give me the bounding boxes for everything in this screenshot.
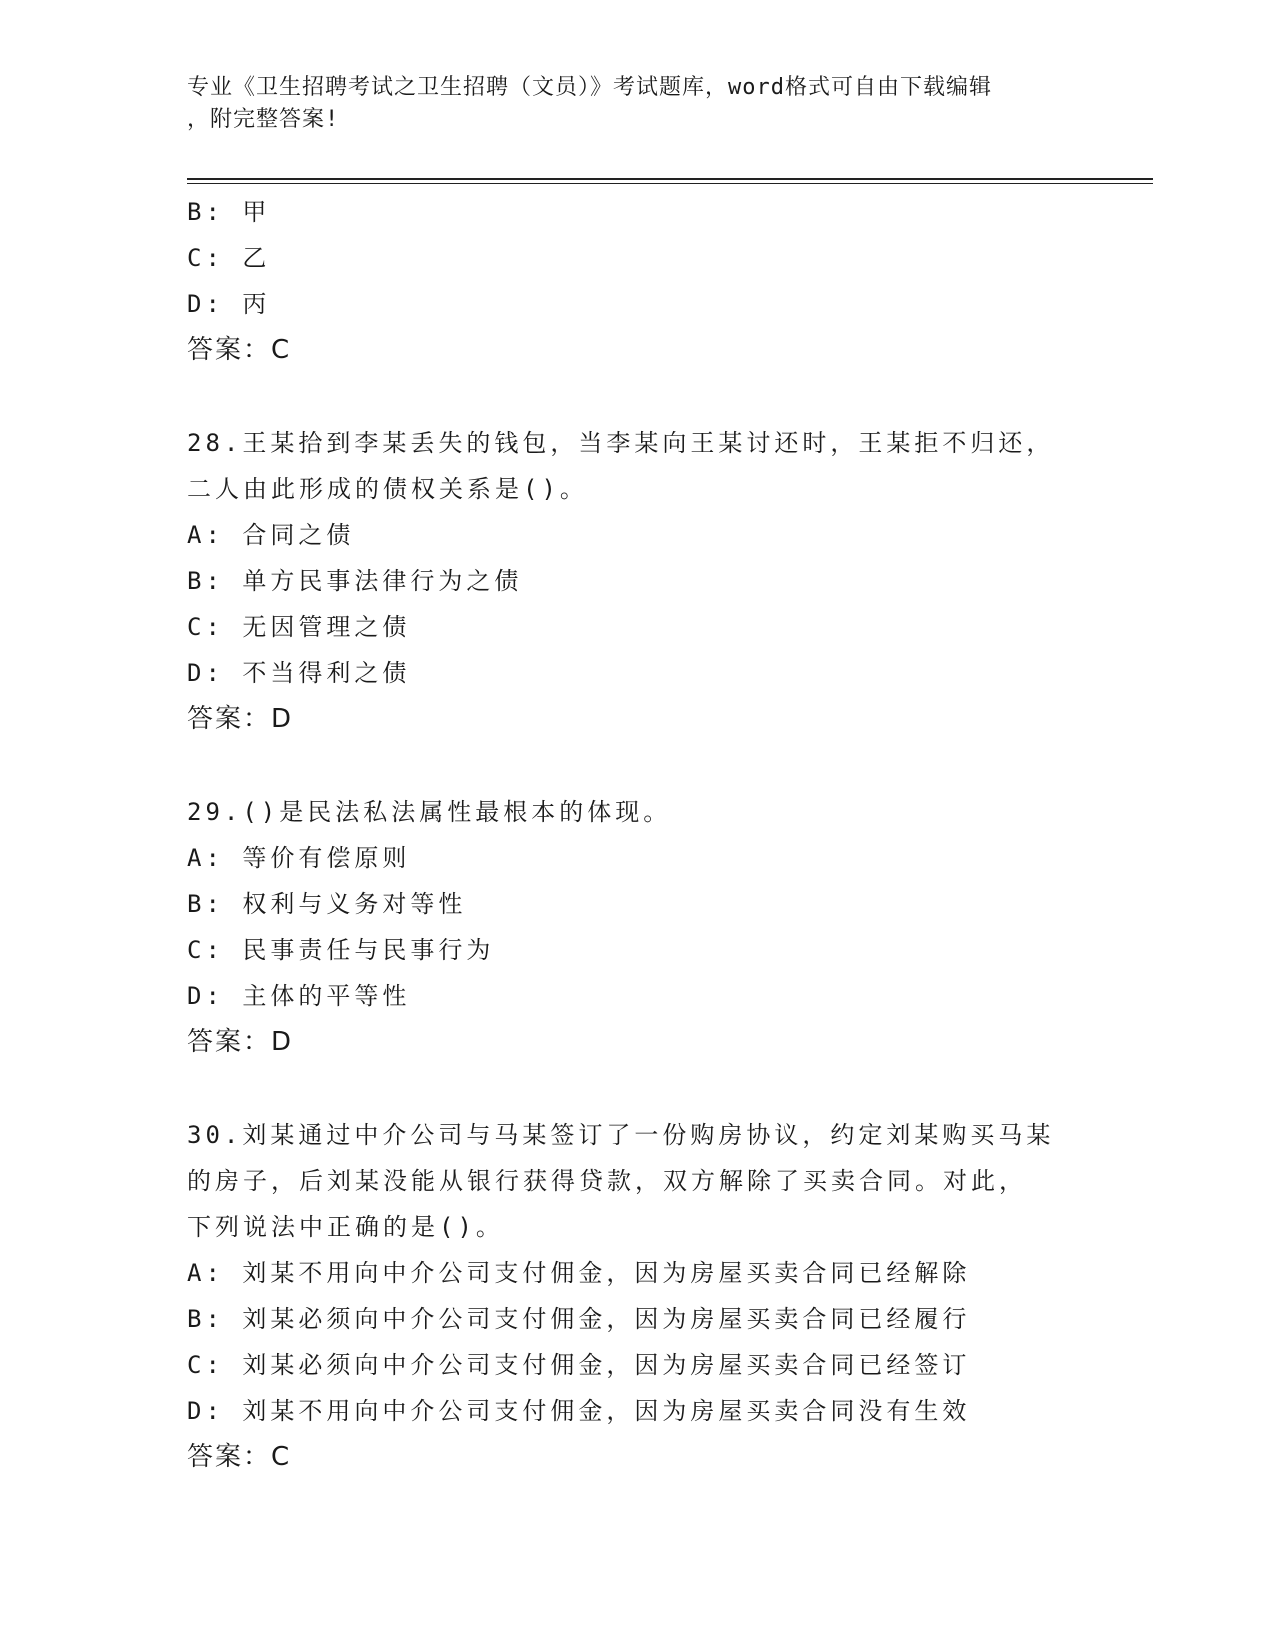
option-d: D: 刘某不用向中介公司支付佣金，因为房屋买卖合同没有生效: [187, 1397, 971, 1425]
question-text-line: 二人由此形成的债权关系是()。: [187, 475, 588, 503]
question-text-line: 28.王某拾到李某丢失的钱包，当李某向王某讨还时，王某拒不归还，: [187, 429, 1055, 457]
answer-line: 答案：C: [187, 1442, 292, 1472]
question-30: [187, 1112, 1087, 1480]
option-c: C: 刘某必须向中介公司支付佣金，因为房屋买卖合同已经签订: [187, 1351, 971, 1379]
option-c: C: 无因管理之债: [187, 613, 411, 641]
question-text-line: 的房子，后刘某没能从银行获得贷款，双方解除了买卖合同。对此，: [187, 1167, 1027, 1195]
option-d: D: 不当得利之债: [187, 659, 411, 687]
option-b: B: 刘某必须向中介公司支付佣金，因为房屋买卖合同已经履行: [187, 1305, 971, 1333]
previous-question-options: [187, 189, 1087, 373]
document-header: [187, 72, 1087, 136]
question-29: [187, 789, 1087, 1065]
header-divider-thick: [187, 178, 1153, 180]
option-c: C: 民事责任与民事行为: [187, 936, 495, 964]
option-a: A: 合同之债: [187, 521, 355, 549]
answer-line: 答案：D: [187, 1027, 294, 1057]
question-text-line: 下列说法中正确的是()。: [187, 1213, 504, 1241]
option-d: D: 主体的平等性: [187, 982, 411, 1010]
question-text-line: 29.()是民法私法属性最根本的体现。: [187, 798, 672, 826]
option-a: A: 等价有偿原则: [187, 844, 411, 872]
question-list: [187, 189, 1087, 1480]
option-b: B: 单方民事法律行为之债: [187, 567, 523, 595]
option-c: C: 乙: [187, 244, 271, 272]
option-b: B: 权利与义务对等性: [187, 890, 467, 918]
option-b: B: 甲: [187, 198, 271, 226]
header-line-1: 专业《卫生招聘考试之卫生招聘（文员）》考试题库，word格式可自由下载编辑: [187, 75, 992, 100]
question-text-line: 30.刘某通过中介公司与马某签订了一份购房协议，约定刘某购买马某: [187, 1121, 1055, 1149]
option-d: D: 丙: [187, 290, 271, 318]
question-28: [187, 420, 1087, 742]
header-divider-thin: [187, 183, 1153, 184]
option-a: A: 刘某不用向中介公司支付佣金，因为房屋买卖合同已经解除: [187, 1259, 971, 1287]
header-line-2: ，附完整答案!: [187, 107, 340, 132]
answer-line: 答案：D: [187, 704, 294, 734]
answer-line: 答案：C: [187, 335, 292, 365]
